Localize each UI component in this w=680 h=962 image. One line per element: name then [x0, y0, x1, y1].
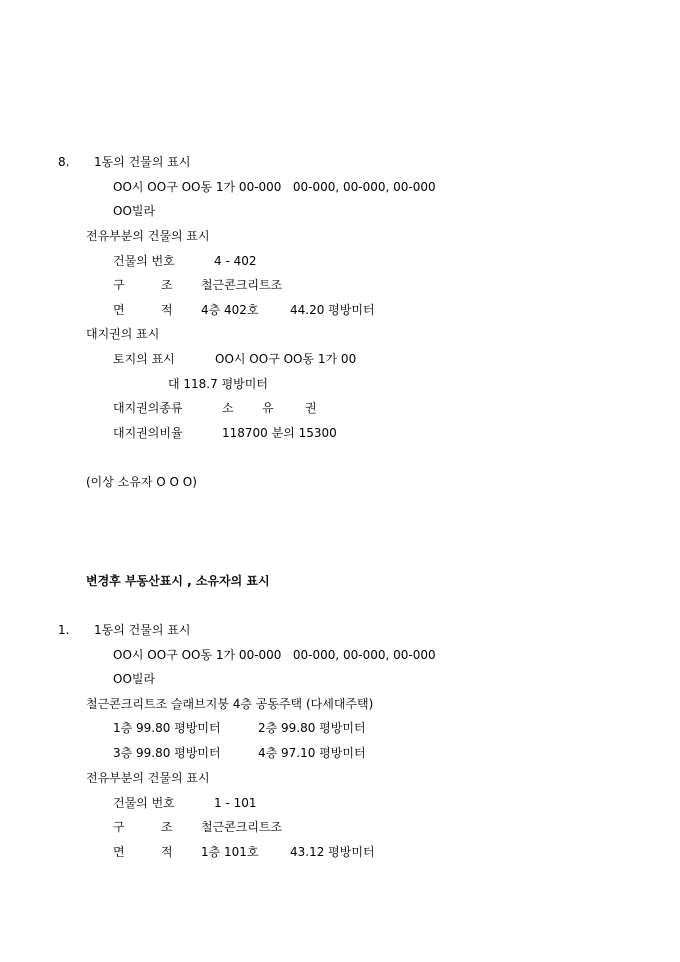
land-address: OO시 OO구 OO동 1가 00 — [215, 352, 357, 366]
building-heading: 1동의 건물의 표시 — [94, 623, 191, 637]
floor-area-2: 2층 99.80 평방미터 — [258, 721, 366, 735]
unit-number-label: 건물의 번호 — [113, 796, 175, 810]
after-section-title: 변경후 부동산표시 , 소유자의 표시 — [86, 574, 270, 588]
area-label-1: 면 — [113, 303, 125, 317]
ratio-label: 대지권의비율 — [113, 426, 183, 440]
area-label-2: 적 — [161, 303, 173, 317]
structure-label-1: 구 — [113, 278, 125, 292]
area-floor: 1층 101호 — [201, 845, 259, 859]
land-area: 대 118.7 평방미터 — [168, 377, 268, 391]
owner-note: (이상 소유자 O O O) — [86, 475, 197, 489]
land-right-heading: 대지권의 표시 — [86, 327, 160, 341]
right-type-3: 권 — [305, 401, 317, 415]
floor-area-3: 3층 99.80 평방미터 — [113, 746, 221, 760]
building-address: OO시 OO구 OO동 1가 00-000 00-000, 00-000, 00-000 — [113, 180, 436, 194]
item-number: 1. — [58, 623, 70, 637]
area-value: 44.20 평방미터 — [290, 303, 375, 317]
area-label-1: 면 — [113, 845, 125, 859]
exclusive-heading: 전유부분의 건물의 표시 — [86, 229, 210, 243]
exclusive-heading: 전유부분의 건물의 표시 — [86, 771, 210, 785]
floor-area-1: 1층 99.80 평방미터 — [113, 721, 221, 735]
building-name: OO빌라 — [113, 204, 156, 218]
building-name: OO빌라 — [113, 672, 156, 686]
building-description: 철근콘크리트조 슬래브지붕 4층 공동주택 (다세대주택) — [86, 697, 374, 711]
structure-label-2: 조 — [161, 820, 173, 834]
unit-number-value: 4 - 402 — [214, 254, 257, 268]
area-label-2: 적 — [161, 845, 173, 859]
building-heading: 1동의 건물의 표시 — [94, 155, 191, 169]
ratio-value: 118700 분의 15300 — [222, 426, 337, 440]
floor-area-4: 4층 97.10 평방미터 — [258, 746, 366, 760]
land-label: 토지의 표시 — [113, 352, 175, 366]
item-number: 8. — [58, 155, 70, 169]
structure-label-1: 구 — [113, 820, 125, 834]
area-value: 43.12 평방미터 — [290, 845, 375, 859]
right-type-label: 대지권의종류 — [113, 401, 183, 415]
unit-number-label: 건물의 번호 — [113, 254, 175, 268]
structure-value: 철근콘크리트조 — [201, 278, 283, 292]
unit-number-value: 1 - 101 — [214, 796, 257, 810]
area-floor: 4층 402호 — [201, 303, 259, 317]
building-address: OO시 OO구 OO동 1가 00-000 00-000, 00-000, 00-000 — [113, 648, 436, 662]
right-type-1: 소 — [222, 401, 234, 415]
structure-label-2: 조 — [161, 278, 173, 292]
structure-value: 철근콘크리트조 — [201, 820, 283, 834]
right-type-2: 유 — [262, 401, 274, 415]
